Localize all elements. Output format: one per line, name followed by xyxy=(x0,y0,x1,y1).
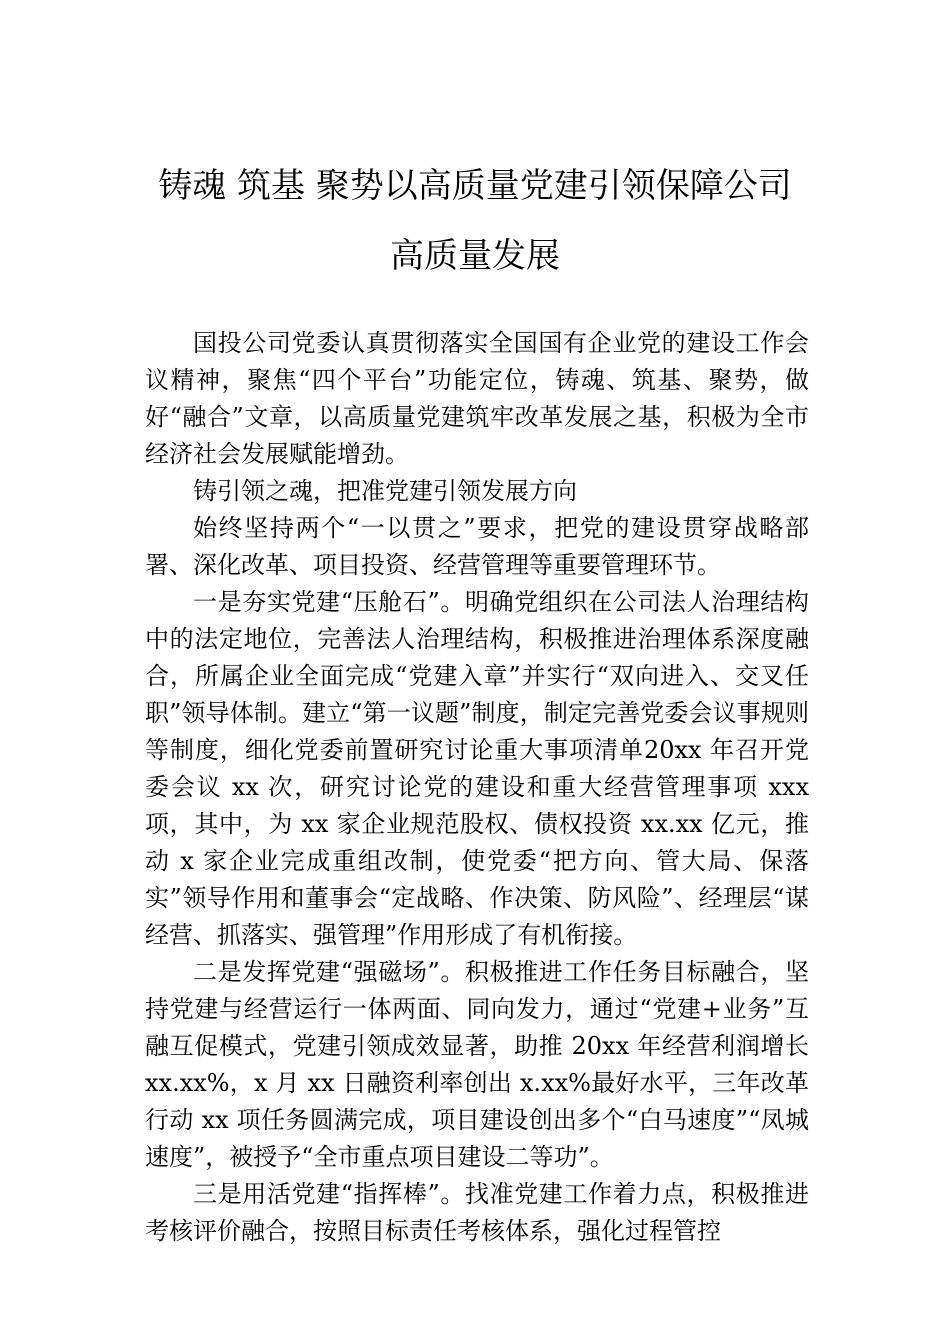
document-title-line-2: 高质量发展 xyxy=(390,236,560,276)
intro-paragraph: 国投公司党委认真贯彻落实全国国有企业党的建设工作会议精神，聚焦“四个平台”功能定位，铸魂、筑基、聚势，做好“融合”文章，以高质量党建筑牢改革发展之基，积极为全市经济社会发展赋能增劲。 xyxy=(145,329,809,468)
document-body xyxy=(145,325,809,1250)
section-heading: 铸引领之魂，把准党建引领发展方向 xyxy=(193,477,577,505)
point-one-paragraph: 一是夯实党建“压舱石”。明确党组织在公司法人治理结构中的法定地位，完善法人治理结构，积极推进治理体系深度融合，所属企业全面完成“党建入章”并实行“双向进入、交叉任职”领导体制。建立“第一议题”制度，制定完善党委会议事规则等制度，细化党委前置研究讨论重大事项清单20xx 年召开党委会议 xx 次，研究讨论党的建设和重大经营管理事项 xxx 项，其中，为 xx 家企业规范股权、债权投资 xx.xx 亿元，推动 x 家企业完成重组改制，使党委“把方向、管大局、保落实”领导作用和董事会“定战略、作决策、防风险”、经理层“谋经营、抓落实、强管理”作用形成了有机衔接。 xyxy=(145,588,809,949)
section-intro-paragraph: 始终坚持两个“一以贯之”要求，把党的建设贯穿战略部署、深化改革、项目投资、经营管理等重要管理环节。 xyxy=(145,514,809,579)
document-title-line-1: 铸魂 筑基 聚势以高质量党建引领保障公司 xyxy=(158,166,792,206)
point-three-paragraph: 三是用活党建“指挥棒”。找准党建工作着力点，积极推进考核评价融合，按照目标责任考核体系，强化过程管控 xyxy=(145,1180,809,1245)
point-two-paragraph: 二是发挥党建“强磁场”。积极推进工作任务目标融合，坚持党建与经营运行一体两面、同向发力，通过“党建+业务”互融互促模式，党建引领成效显著，助推 20xx 年经营利润增长 xx.xx%，x 月 xx 日融资利率创出 x.xx%最好水平，三年改革行动 xx 项任务圆满完成，项目建设创出多个“白马速度”“凤城速度”，被授予“全市重点项目建设二等功”。 xyxy=(145,958,809,1171)
